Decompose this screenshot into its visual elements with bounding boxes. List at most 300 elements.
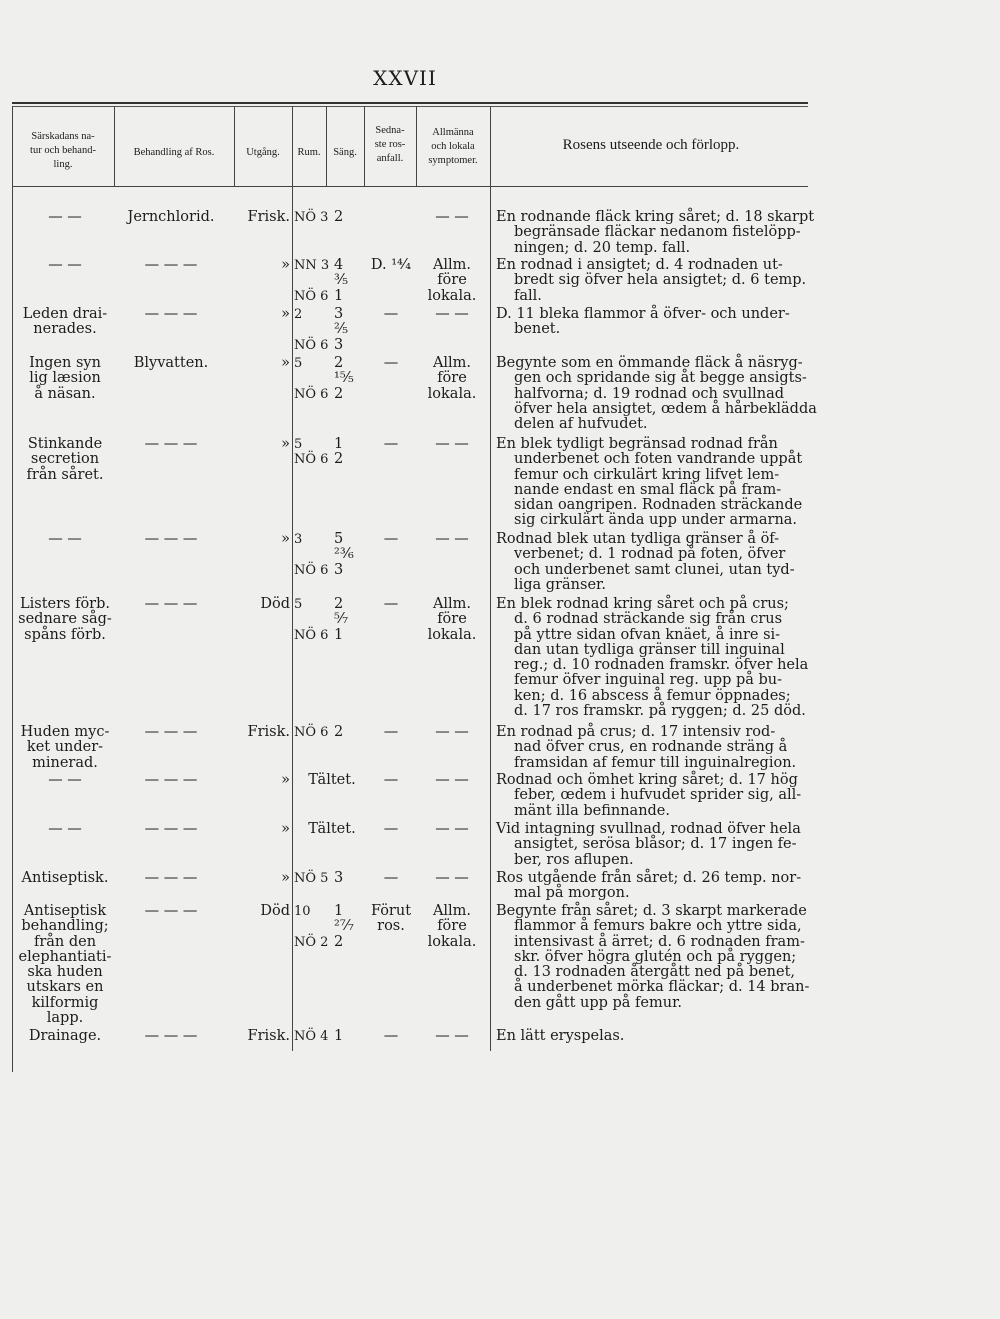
cell-line: 10: [294, 904, 311, 919]
bed-cell: [334, 871, 370, 886]
cell-line: 4: [334, 257, 344, 273]
cell-line: — — —: [144, 870, 198, 886]
cell-line: nerades.: [33, 321, 97, 338]
cell-line: lokala.: [427, 287, 477, 304]
cell-line: —: [383, 436, 399, 452]
symptoms-cell: [416, 871, 488, 886]
outcome-cell: [234, 1029, 290, 1044]
room-cell: [294, 307, 332, 353]
course-cell: [496, 307, 826, 338]
bed-cell: [334, 437, 370, 468]
cell-line: D. 11 bleka flammor å öfver- och under-: [496, 306, 790, 322]
symptoms-cell: [416, 210, 488, 225]
header-bed: Säng.: [333, 147, 357, 158]
cell-line: NÖ 6: [294, 288, 329, 304]
cell-line: före: [437, 918, 467, 935]
cell-line: före: [437, 370, 467, 387]
bed-cell: [334, 307, 370, 353]
cell-line: — —: [435, 436, 469, 452]
treatment-cell: [116, 437, 226, 452]
cell-line: Blyvatten.: [133, 355, 209, 371]
cell-line: Tältet.: [308, 772, 356, 788]
injury-cell: [16, 356, 114, 402]
cell-line: —: [383, 870, 399, 886]
last-attack-cell: [368, 1029, 414, 1044]
cell-line: lig læsion: [29, 370, 101, 387]
cell-line: ningen; d. 20 temp. fall.: [514, 239, 691, 256]
cell-line: å underbenet mörka fläckar; d. 14 bran-: [514, 979, 810, 996]
treatment-cell: [116, 822, 226, 837]
cell-line: flammor å femurs bakre och yttre sida,: [514, 918, 802, 935]
cell-line: — — —: [144, 436, 198, 452]
header-rule: [12, 186, 808, 187]
cell-line: intensivast å ärret; d. 6 rodnaden fram-: [514, 933, 805, 950]
outcome-cell: [234, 258, 290, 273]
cell-line: sidan oangripen. Rodnaden sträckande: [514, 497, 803, 514]
injury-cell: [16, 210, 114, 225]
cell-line: — — —: [144, 531, 198, 547]
injury-cell: [16, 871, 114, 886]
cell-line: Frisk.: [247, 209, 290, 225]
cell-line: behandling;: [21, 918, 109, 935]
cell-line: före: [437, 272, 467, 289]
room-cell: [294, 904, 332, 950]
cell-line: — — —: [144, 1028, 198, 1044]
cell-line: ros.: [377, 918, 405, 935]
cell-line: 2: [334, 385, 344, 402]
cell-line: — —: [48, 531, 82, 547]
cell-line: sednare såg-: [18, 611, 112, 628]
cell-line: [294, 919, 332, 934]
cell-line: NÖ 5: [294, 871, 329, 886]
cell-line: Frisk.: [247, 724, 290, 740]
course-cell: [496, 258, 826, 304]
treatment-cell: [116, 258, 226, 273]
cell-line: mänt illa befinnande.: [514, 802, 671, 819]
column-divider: [490, 106, 491, 1051]
cell-line: [294, 547, 332, 562]
cell-line: Tältet.: [308, 821, 356, 837]
cell-line: »: [281, 772, 290, 788]
cell-line: ²⁷⁄₇: [334, 918, 354, 935]
cell-line: ³⁄₅: [334, 272, 349, 289]
cell-line: — —: [435, 821, 469, 837]
cell-line: d. 17 ros framskr. på ryggen; d. 25 död.: [514, 703, 806, 720]
cell-line: 1: [334, 436, 344, 452]
symptoms-cell: [416, 725, 488, 740]
cell-line: från såret.: [26, 466, 104, 483]
cell-line: ²³⁄₆: [334, 546, 354, 563]
symptoms-cell: [416, 904, 488, 950]
cell-line: — —: [435, 772, 469, 788]
cell-line: ansigtet, serösa blåsor; d. 17 ingen fe-: [514, 836, 797, 853]
cell-line: framsidan af femur till inguinalregion.: [514, 754, 797, 771]
injury-cell: [16, 597, 114, 643]
cell-line: [294, 371, 332, 386]
cell-line: Allm.: [432, 257, 472, 273]
cell-line: Allm.: [432, 596, 472, 612]
cell-line: 1: [334, 626, 344, 643]
cell-line: 3: [334, 336, 344, 353]
room-cell: [294, 725, 332, 740]
treatment-cell: [116, 773, 226, 788]
cell-line: — —: [435, 1028, 469, 1044]
cell-line: »: [281, 821, 290, 837]
injury-cell: [16, 822, 114, 837]
cell-line: — — —: [144, 306, 198, 322]
injury-cell: [16, 725, 114, 771]
cell-line: den gått upp på femur.: [514, 994, 683, 1011]
cell-line: ²⁄₅: [334, 321, 349, 338]
header-last-attack: Sedna- ste ros- anfall.: [374, 125, 406, 164]
cell-line: »: [281, 436, 290, 452]
cell-line: Antiseptisk: [23, 903, 107, 919]
cell-line: före: [437, 611, 467, 628]
outcome-cell: [234, 356, 290, 371]
treatment-cell: [116, 597, 226, 612]
cell-line: »: [281, 306, 290, 322]
cell-line: Listers förb.: [19, 596, 111, 612]
room-cell: [294, 532, 332, 578]
cell-line: — — —: [144, 596, 198, 612]
treatment-cell: [116, 1029, 226, 1044]
cell-line: Ingen syn: [29, 355, 101, 371]
cell-line: spåns förb.: [24, 626, 106, 643]
cell-line: d. 13 rodnaden återgått ned på benet,: [514, 964, 796, 981]
cell-line: [294, 612, 332, 627]
outcome-cell: [234, 307, 290, 322]
cell-line: 2: [334, 596, 344, 612]
cell-line: — — —: [144, 257, 198, 273]
outcome-cell: [234, 210, 290, 225]
cell-line: En blek rodnad kring såret och på crus;: [496, 596, 789, 612]
course-cell: [496, 356, 826, 432]
column-divider: [114, 106, 115, 186]
cell-line: femur öfver inguinal reg. upp på bu-: [514, 672, 783, 689]
course-cell: [496, 871, 826, 902]
course-cell: [496, 773, 826, 819]
course-cell: [496, 437, 826, 529]
cell-line: — —: [48, 772, 82, 788]
room-bed-cell: [294, 822, 370, 837]
injury-cell: [16, 904, 114, 1026]
cell-line: ber, ros aflupen.: [514, 851, 634, 868]
cell-line: NÖ 3: [294, 210, 329, 225]
cell-line: ¹⁵⁄₅: [334, 370, 354, 387]
cell-line: Allm.: [432, 903, 472, 919]
cell-line: NÖ 6: [294, 452, 329, 468]
course-cell: [496, 904, 826, 1011]
cell-line: En blek tydligt begränsad rodnad från: [496, 436, 778, 452]
injury-cell: [16, 307, 114, 338]
header-outcome: Utgång.: [246, 147, 280, 158]
bed-cell: [334, 210, 370, 225]
cell-line: NÖ 2: [294, 934, 329, 950]
cell-line: Död: [260, 596, 290, 612]
cell-line: liga gränser.: [514, 576, 606, 593]
cell-line: lapp.: [46, 1010, 84, 1027]
cell-line: — —: [48, 209, 82, 225]
cell-line: — —: [435, 724, 469, 740]
course-cell: [496, 822, 826, 868]
cell-line: NÖ 4: [294, 1029, 329, 1044]
cell-line: Stinkande: [27, 436, 103, 452]
cell-line: NN 3: [294, 258, 330, 273]
room-cell: [294, 356, 332, 402]
cell-line: kilformig: [31, 994, 99, 1011]
cell-line: — —: [48, 257, 82, 273]
cell-line: 5: [294, 437, 303, 452]
outcome-cell: [234, 822, 290, 837]
cell-line: Allm.: [432, 355, 472, 371]
bed-cell: [334, 725, 370, 740]
injury-cell: [16, 532, 114, 547]
cell-line: d. 6 rodnad sträckande sig från crus: [514, 611, 783, 628]
bed-cell: [334, 597, 370, 643]
cell-line: nande endast en smal fläck på fram-: [514, 481, 782, 498]
treatment-cell: [116, 532, 226, 547]
cell-line: NÖ 6: [294, 562, 329, 578]
treatment-cell: [116, 356, 226, 371]
room-cell: [294, 597, 332, 643]
cell-line: ken; d. 16 abscess å femur öppnades;: [514, 687, 791, 704]
cell-line: 1: [334, 903, 344, 919]
cell-line: Ros utgående från såret; d. 26 temp. nor-: [496, 870, 802, 886]
cell-line: ⁵⁄₇: [334, 611, 349, 628]
cell-line: 2: [334, 209, 344, 225]
cell-line: [294, 273, 332, 288]
symptoms-cell: [416, 1029, 488, 1044]
last-attack-cell: [368, 307, 414, 322]
column-divider: [234, 106, 235, 186]
room-cell: [294, 871, 332, 886]
cell-line: —: [383, 1028, 399, 1044]
cell-line: verbenet; d. 1 rodnad på foten, öfver: [514, 546, 786, 563]
cell-line: Rodnad och ömhet kring såret; d. 17 hög: [496, 772, 798, 788]
last-attack-cell: [368, 258, 414, 273]
cell-line: — —: [48, 821, 82, 837]
cell-line: halfvorna; d. 19 rodnad och svullnad: [514, 385, 785, 402]
cell-line: En rodnande fläck kring såret; d. 18 skarpt: [496, 209, 815, 225]
cell-line: dan utan tydliga gränser till inguinal: [514, 641, 785, 658]
cell-line: 2: [334, 724, 344, 740]
cell-line: — — —: [144, 903, 198, 919]
cell-line: —: [383, 531, 399, 547]
bed-cell: [334, 1029, 370, 1044]
symptoms-cell: [416, 356, 488, 402]
cell-line: ket under-: [26, 739, 104, 756]
cell-line: Begynte från såret; d. 3 skarpt markerade: [496, 903, 807, 919]
cell-line: En lätt eryspelas.: [496, 1028, 625, 1044]
symptoms-cell: [416, 307, 488, 322]
last-attack-cell: [368, 773, 414, 788]
cell-line: — —: [435, 870, 469, 886]
cell-line: 2: [334, 451, 344, 468]
column-divider: [12, 106, 13, 1072]
cell-line: 5: [294, 356, 303, 371]
cell-line: reg.; d. 10 rodnaden framskr. öfver hela: [514, 657, 809, 674]
cell-line: 3: [334, 306, 344, 322]
course-cell: [496, 532, 826, 593]
last-attack-cell: [368, 725, 414, 740]
cell-line: mal på morgon.: [514, 885, 630, 902]
last-attack-cell: [368, 904, 414, 935]
cell-line: —: [383, 724, 399, 740]
cell-line: 2: [334, 355, 344, 371]
injury-cell: [16, 773, 114, 788]
symptoms-cell: [416, 597, 488, 643]
cell-line: 5: [334, 531, 344, 547]
outcome-cell: [234, 773, 290, 788]
cell-line: — —: [435, 306, 469, 322]
course-cell: [496, 210, 826, 256]
injury-cell: [16, 437, 114, 483]
cell-line: 3: [334, 870, 344, 886]
bed-cell: [334, 904, 370, 950]
cell-line: Frisk.: [247, 1028, 290, 1044]
header-injury: Särskadans na- tur och behand- ling.: [30, 131, 96, 170]
course-cell: [496, 1029, 826, 1044]
course-cell: [496, 597, 826, 719]
last-attack-cell: [368, 822, 414, 837]
cell-line: NÖ 6: [294, 337, 329, 353]
cell-line: [294, 322, 332, 337]
header-course: Rosens utseende och förlopp.: [562, 137, 740, 153]
last-attack-cell: [368, 597, 414, 612]
room-cell: [294, 210, 332, 225]
cell-line: Förut: [370, 903, 412, 919]
outcome-cell: [234, 725, 290, 740]
cell-line: 5: [294, 597, 303, 612]
cell-line: å näsan.: [34, 385, 96, 402]
bed-cell: [334, 356, 370, 402]
treatment-cell: [116, 871, 226, 886]
cell-line: NÖ 6: [294, 386, 329, 402]
cell-line: En rodnad på crus; d. 17 intensiv rod-: [496, 724, 776, 740]
cell-line: Vid intagning svullnad, rodnad öfver hela: [496, 821, 801, 837]
treatment-cell: [116, 904, 226, 919]
cell-line: — —: [435, 209, 469, 225]
cell-line: gen och spridande sig åt begge ansigts-: [514, 370, 807, 387]
course-cell: [496, 725, 826, 771]
cell-line: femur och cirkulärt kring lifvet lem-: [514, 466, 780, 483]
outcome-cell: [234, 597, 290, 612]
cell-line: 2: [294, 307, 303, 322]
header-treatment: Behandling af Ros.: [133, 147, 215, 158]
cell-line: Jernchlorid.: [127, 209, 215, 225]
cell-line: och underbenet samt clunei, utan tyd-: [514, 561, 795, 578]
cell-line: elephantiati-: [18, 948, 112, 965]
cell-line: ska huden: [27, 964, 103, 981]
cell-line: på yttre sidan ofvan knäet, å inre si-: [514, 626, 781, 643]
cell-line: Begynte som en ömmande fläck å näsryg-: [496, 355, 803, 371]
column-divider: [292, 106, 293, 1051]
room-cell: [294, 437, 332, 468]
cell-line: öfver hela ansigtet, œdem å hårbeklädda: [514, 400, 817, 417]
symptoms-cell: [416, 822, 488, 837]
injury-cell: [16, 1029, 114, 1044]
cell-line: Leden drai-: [22, 306, 108, 322]
page-number: XXVII: [373, 66, 437, 90]
outcome-cell: [234, 437, 290, 452]
header-symptoms: Allmänna och lokala symptomer.: [428, 127, 478, 166]
top-rule: [12, 102, 808, 104]
cell-line: »: [281, 870, 290, 886]
cell-line: secretion: [30, 451, 100, 468]
cell-line: lokala.: [427, 933, 477, 950]
header-room: Rum.: [297, 147, 321, 158]
cell-line: lokala.: [427, 626, 477, 643]
cell-line: 3: [294, 532, 303, 547]
cell-line: —: [383, 306, 399, 322]
room-cell: [294, 1029, 332, 1044]
cell-line: — — —: [144, 772, 198, 788]
cell-line: från den: [33, 933, 97, 950]
outcome-cell: [234, 871, 290, 886]
cell-line: »: [281, 531, 290, 547]
cell-line: Antiseptisk.: [21, 870, 109, 886]
cell-line: Död: [260, 903, 290, 919]
bed-cell: [334, 532, 370, 578]
cell-line: 1: [334, 1028, 344, 1044]
last-attack-cell: [368, 437, 414, 452]
cell-line: — — —: [144, 724, 198, 740]
symptoms-cell: [416, 437, 488, 452]
cell-line: 3: [334, 561, 344, 578]
cell-line: skr. öfver högra glutén och på ryggen;: [514, 948, 797, 965]
last-attack-cell: [368, 532, 414, 547]
treatment-cell: [116, 307, 226, 322]
treatment-cell: [116, 725, 226, 740]
cell-line: utskars en: [26, 979, 104, 996]
cell-line: nad öfver crus, en rodnande sträng å: [514, 739, 788, 756]
treatment-cell: [116, 210, 226, 225]
cell-line: underbenet och foten vandrande uppåt: [514, 451, 803, 468]
top-rule-thin: [12, 106, 808, 107]
cell-line: »: [281, 355, 290, 371]
cell-line: — —: [435, 531, 469, 547]
cell-line: sig cirkulärt ända upp under armarna.: [514, 512, 798, 529]
cell-line: NÖ 6: [294, 725, 329, 740]
symptoms-cell: [416, 532, 488, 547]
cell-line: begränsade fläckar nedanom fistelöpp-: [514, 224, 801, 241]
cell-line: delen af hufvudet.: [514, 416, 648, 433]
cell-line: — — —: [144, 821, 198, 837]
cell-line: minerad.: [32, 754, 98, 771]
room-cell: [294, 258, 332, 304]
last-attack-cell: [368, 871, 414, 886]
cell-line: »: [281, 257, 290, 273]
cell-line: feber, œdem i hufvudet sprider sig, all-: [514, 787, 802, 804]
cell-line: —: [383, 772, 399, 788]
cell-line: 1: [334, 287, 344, 304]
cell-line: En rodnad i ansigtet; d. 4 rodnaden ut-: [496, 257, 783, 273]
room-bed-cell: [294, 773, 370, 788]
cell-line: 2: [334, 933, 344, 950]
cell-line: —: [383, 821, 399, 837]
cell-line: bredt sig öfver hela ansigtet; d. 6 temp.: [514, 272, 807, 289]
outcome-cell: [234, 904, 290, 919]
injury-cell: [16, 258, 114, 273]
last-attack-cell: [368, 356, 414, 371]
cell-line: —: [383, 355, 399, 371]
cell-line: benet.: [514, 321, 561, 338]
cell-line: —: [383, 596, 399, 612]
cell-line: Huden myc-: [20, 724, 110, 740]
cell-line: Drainage.: [28, 1028, 102, 1044]
cell-line: NÖ 6: [294, 627, 329, 643]
bed-cell: [334, 258, 370, 304]
